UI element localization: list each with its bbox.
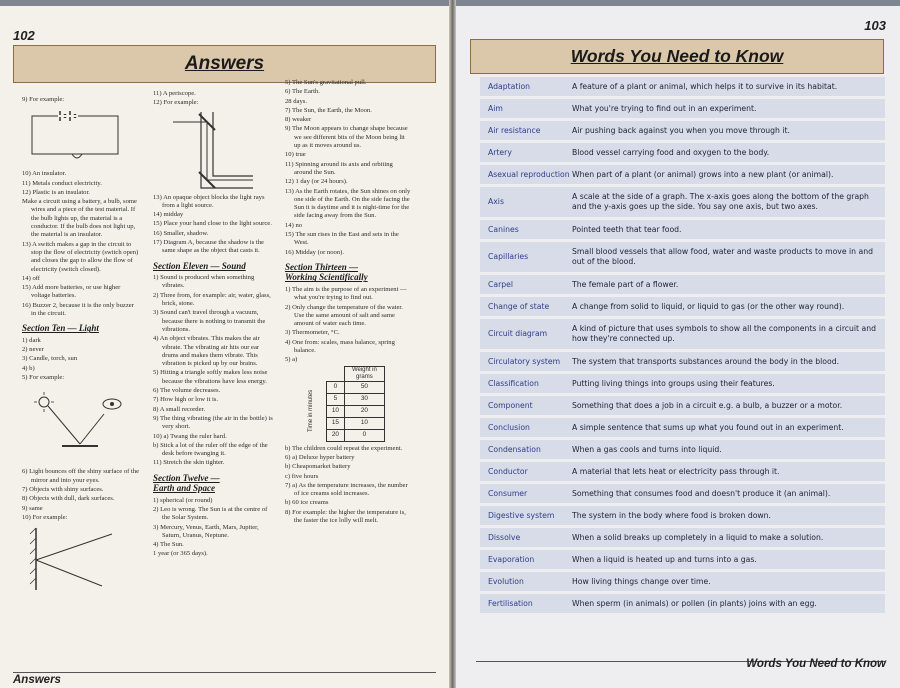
answer-line-8: 16) Buzzer 2, because it is the only buzzer in the circuit.: [22, 301, 134, 318]
answers-column-3: [285, 79, 411, 526]
section-twelve-answer-9: 12) 1 day (or 24 hours).: [285, 178, 348, 186]
glossary-list: [480, 77, 885, 616]
glossary-definition: Something that consumes food and doesn't produce it (an animal).: [572, 488, 831, 498]
glossary-definition: When part of a plant (or animal) grows into a new plant (or animal).: [572, 169, 834, 179]
time-row-header: Time in minutes: [307, 390, 314, 433]
glossary-definition: The system in the body where food is broken down.: [572, 510, 772, 520]
section-eleven-answer-11: b) Stick a lot of the ruler off the edge of the desk before twanging it.: [153, 441, 268, 458]
glossary-term: Consumer: [488, 488, 528, 498]
answer-line-1: 13) An opaque object blocks the light rays from a light source.: [153, 193, 265, 209]
section-eleven-answer-9: 9) The thing vibrating (the air in the bottle) is very short.: [153, 414, 273, 431]
glossary-definition: A kind of picture that uses symbols to show all the components in a circuit and how they're connected up.: [572, 324, 876, 343]
glossary-row: [480, 528, 885, 547]
glossary-term: Conclusion: [488, 422, 530, 432]
section-twelve-answer-10: 13) As the Earth rotates, the Sun shines on only one side of the Earth. On the side facing the Sun it is daytime and it is night-time for the side facing away from the Sun.: [285, 187, 411, 220]
glossary-term: Dissolve: [488, 532, 521, 542]
glossary-row: [480, 352, 885, 371]
section-twelve-answer-1: 1) spherical (or round): [153, 496, 213, 504]
glossary-row: [480, 506, 885, 525]
section-ten-answer-3: 3) Candle, torch, sun: [22, 355, 78, 363]
section-ten-answer-4: 9) same: [22, 504, 43, 512]
weights-table: [295, 366, 385, 442]
page-title: Words You Need to Know: [570, 46, 784, 66]
section-eleven-answer-6: 6) The volume decreases.: [153, 387, 221, 395]
section-thirteen-answer-2: 6) a) Deluxe hyper battery: [285, 453, 355, 461]
glossary-definition: A simple sentence that sums up what you found out in an experiment.: [572, 422, 844, 432]
glossary-term: Carpel: [488, 279, 513, 289]
glossary-row: [480, 220, 885, 239]
section-thirteen-answer-5: 7) a) As the temperature increases, the number of ice creams sold increases.: [285, 481, 408, 498]
glossary-definition: A scale at the side of a graph. The x-axis goes along the bottom of the graph and the y-axis goes up the side. You say one axis, but two axes.: [572, 192, 869, 211]
glossary-row: [480, 418, 885, 437]
glossary-definition: Pointed teeth that tear food.: [572, 224, 682, 234]
section-eleven-answer-12: 11) Stretch the skin tighter.: [153, 459, 225, 467]
section-eleven-answer-5: 5) Hitting a triangle softly makes less noise because the vibrations have less energy.: [153, 369, 268, 385]
glossary-row: [480, 275, 885, 294]
glossary-row: [480, 77, 885, 96]
glossary-term: Component: [488, 400, 533, 410]
table-corner: [295, 366, 326, 381]
glossary-definition: When sperm (in animals) or pollen (in plants) joins with an egg.: [572, 598, 817, 608]
section-ten-answer-5: 10) For example:: [22, 513, 68, 521]
section-twelve-answer-12: 15) The sun rises in the East and sets in the West.: [285, 231, 399, 247]
section-twelve-answer-4: 4) The Sun.: [153, 541, 184, 549]
glossary-definition: Something that does a job in a circuit e.g. a bulb, a buzzer or a motor.: [572, 400, 843, 410]
glossary-definition: The system that transports substances around the body in the blood.: [572, 356, 840, 366]
answer-line-5: 13) A switch makes a gap in the circuit to stop the flow of electricity (switch open) and closes the gap to allow the flow of electricity (switch closed).: [22, 240, 139, 273]
mirror-diagram: [22, 524, 132, 594]
glossary-term: Classification: [488, 378, 539, 388]
left-page: [0, 6, 449, 688]
glossary-row: [480, 396, 885, 415]
glossary-definition: A material that lets heat or electricity pass through it.: [572, 466, 780, 476]
section-thirteen-heading-line-2: Working Scientifically: [285, 272, 368, 283]
section-ten-answer-4: 4) b): [22, 364, 35, 372]
section-ten-answer-1: 1) dark: [22, 336, 41, 344]
section-thirteen-answer-3: 3) Thermometer, °C.: [285, 329, 340, 337]
time-cell: 20: [326, 429, 344, 441]
section-eleven-answer-7: 7) How high or low it is.: [153, 396, 219, 404]
section-twelve-answer-2: 6) The Earth.: [285, 88, 320, 96]
glossary-definition: Small blood vessels that allow food, water and waste products to move in and out of the blood.: [572, 247, 873, 266]
light-reflection-diagram: [22, 384, 132, 466]
glossary-term: Artery: [488, 147, 512, 157]
section-twelve-answer-6: 9) The Moon appears to change shape because we see different bits of the Moon being lit up as it moves around us.: [285, 125, 408, 150]
words-banner: [470, 39, 884, 74]
section-eleven-answer-8: 8) A small recorder.: [153, 405, 206, 413]
glossary-row: [480, 594, 885, 613]
glossary-definition: When a gas cools and turns into liquid.: [572, 444, 722, 454]
time-cell: 10: [326, 405, 344, 417]
section-twelve-answer-13: 16) Midday (or noon).: [285, 248, 344, 256]
weight-cell: 10: [344, 417, 384, 429]
section-eleven-answer-1: 1) Sound is produced when something vibrates.: [153, 274, 255, 290]
glossary-term: Condensation: [488, 444, 541, 454]
section-ten-answer-2: 2) never: [22, 346, 44, 354]
page-number: 103: [864, 18, 886, 33]
answer-line-4: 16) Smaller, shadow.: [153, 229, 209, 237]
answer-line-3: 12) Plastic is an insulator.: [22, 188, 90, 196]
glossary-definition: When a solid breaks up completely in a liquid to make a solution.: [572, 532, 824, 542]
glossary-term: Fertilisation: [488, 598, 533, 608]
glossary-definition: How living things change over time.: [572, 576, 711, 586]
footer-rule: [13, 672, 436, 673]
answers-column-2: [153, 90, 273, 560]
answer-line-1: 10) An insulator.: [22, 170, 67, 178]
answer-line-7: 15) Add more batteries, or use higher voltage batteries.: [22, 284, 121, 300]
section-eleven-answer-10: 10) a) Twang the ruler hard.: [153, 432, 227, 440]
section-twelve-answer-4: 7) The Sun, the Earth, the Moon.: [285, 106, 372, 114]
glossary-term: Change of state: [488, 301, 550, 311]
glossary-definition: Blood vessel carrying food and oxygen to the body.: [572, 147, 770, 157]
section-thirteen-answer-3: b) Cheapomarket battery: [285, 463, 351, 471]
section-eleven-answer-4: 4) An object vibrates. This makes the air vibrate. The vibrating air hits our ear drums and makes them vibrate. This vibration is picked up by our brains.: [153, 335, 260, 368]
section-twelve-answer-3: 28 days.: [285, 97, 307, 105]
glossary-row: [480, 187, 885, 217]
glossary-row: [480, 484, 885, 503]
section-thirteen-answer-4: c) five hours: [285, 472, 319, 480]
glossary-term: Circuit diagram: [488, 329, 548, 339]
answer-line-1: 9) For example:: [22, 96, 65, 103]
weight-cell: 50: [344, 381, 384, 393]
periscope-diagram: [153, 110, 263, 192]
section-twelve-answer-7: 10) true: [285, 151, 306, 159]
section-ten-answer-1: 6) Light bounces off the shiny surface of the mirror and into your eyes.: [22, 468, 140, 484]
glossary-row: [480, 319, 885, 349]
answers-column-1: [22, 96, 140, 596]
section-eleven-answer-3: 3) Sound can't travel through a vacuum, because there is nothing to transmit the vibrations.: [153, 309, 266, 333]
glossary-row: [480, 374, 885, 393]
glossary-term: Evaporation: [488, 554, 535, 564]
section-ten-answer-5: 5) For example:: [22, 374, 65, 382]
glossary-definition: A feature of a plant or animal, which helps it to survive in its habitat.: [572, 81, 838, 91]
answer-line-2: 12) For example:: [153, 99, 199, 107]
table-row: [295, 381, 384, 393]
section-twelve-answer-5: 1 year (or 365 days).: [153, 550, 208, 558]
section-eleven-heading: Section Eleven — Sound: [153, 260, 246, 271]
glossary-definition: A change from solid to liquid, or liquid to gas (or the other way round).: [572, 301, 845, 311]
time-cell: 15: [326, 417, 344, 429]
page-footer: Words You Need to Know: [746, 658, 886, 670]
section-thirteen-answer-7: 8) For example: the higher the temperature is, the faster the ice lolly will melt.: [285, 508, 406, 524]
glossary-definition: What you're trying to find out in an experiment.: [572, 103, 757, 113]
glossary-term: Adaptation: [488, 81, 531, 91]
section-twelve-answer-11: 14) no: [285, 221, 303, 229]
glossary-row: [480, 121, 885, 140]
section-ten-answer-3: 8) Objects with dull, dark surfaces.: [22, 495, 115, 503]
answer-line-2: 14) midday: [153, 211, 184, 219]
section-twelve-answer-8: 11) Spinning around its axis and orbiting around the Sun.: [285, 160, 393, 176]
section-twelve-heading-line-1: Section Twelve —: [153, 472, 220, 483]
glossary-definition: The female part of a flower.: [572, 279, 679, 289]
table-corner: [326, 366, 344, 381]
glossary-term: Evolution: [488, 576, 524, 586]
section-thirteen-answer-2: 2) Only change the temperature of the water. Use the same amount of salt and same amount of water each time.: [285, 303, 403, 328]
answer-line-5: 17) Diagram A, because the shadow is the same shape as the object that casts it.: [153, 239, 264, 255]
page-footer: Answers: [13, 674, 61, 686]
answer-line-4: Make a circuit using a battery, a bulb, some wires and a piece of the test material. If the bulb lights up, the material is a conductor. If the bulb does not light up, the material is an insulator.: [22, 198, 137, 239]
glossary-row: [480, 297, 885, 316]
glossary-term: Conductor: [488, 466, 528, 476]
answer-line-2: 11) Metals conduct electricity.: [22, 179, 102, 187]
glossary-term: Air resistance: [488, 125, 541, 135]
glossary-row: [480, 242, 885, 272]
glossary-term: Canines: [488, 224, 519, 234]
time-cell: 0: [326, 381, 344, 393]
answers-banner: [13, 45, 436, 83]
right-page: [456, 6, 900, 688]
section-twelve-answer-2: 2) Leo is wrong. The Sun is at the centre of the Solar System.: [153, 506, 268, 522]
glossary-row: [480, 143, 885, 162]
glossary-definition: Putting living things into groups using their features.: [572, 378, 775, 388]
glossary-term: Aim: [488, 103, 503, 113]
section-thirteen-answer-1: 1) The aim is the purpose of an experiment — what you're trying to find out.: [285, 285, 407, 302]
weight-cell: 20: [344, 405, 384, 417]
weight-column-header: Weight in grams: [344, 366, 384, 381]
glossary-term: Digestive system: [488, 510, 555, 520]
section-thirteen-answer-5: 5) a): [285, 356, 298, 364]
section-twelve-answer-5: 8) weaker: [285, 116, 312, 124]
section-twelve-heading-line-2: Earth and Space: [153, 483, 216, 494]
section-ten-heading: Section Ten — Light: [22, 323, 99, 334]
section-ten-answer-2: 7) Objects with shiny surfaces.: [22, 485, 104, 493]
glossary-term: Asexual reproduction: [488, 169, 570, 179]
section-twelve-answer-3: 3) Mercury, Venus, Earth, Mars, Jupiter, Saturn, Uranus, Neptune.: [153, 523, 259, 539]
glossary-row: [480, 462, 885, 481]
weight-cell: 30: [344, 393, 384, 405]
answer-line-1: 11) A periscope.: [153, 90, 196, 97]
glossary-row: [480, 165, 885, 184]
glossary-row: [480, 440, 885, 459]
glossary-term: Axis: [488, 197, 504, 207]
section-twelve-answer-1: 5) The Sun's gravitational pull.: [285, 79, 367, 86]
glossary-term: Circulatory system: [488, 356, 561, 366]
page-number: 102: [13, 28, 35, 43]
glossary-row: [480, 550, 885, 569]
book-spine: [449, 0, 456, 688]
glossary-definition: When a liquid is heated up and turns into a gas.: [572, 554, 757, 564]
section-eleven-answer-2: 2) Three from, for example: air, water, glass, brick, stone.: [153, 291, 271, 308]
section-thirteen-answer-6: b) 60 ice creams: [285, 499, 329, 507]
glossary-row: [480, 572, 885, 591]
weight-cell: 0: [344, 429, 384, 441]
glossary-definition: Air pushing back against you when you move through it.: [572, 125, 790, 135]
answer-line-6: 14) off: [22, 274, 41, 282]
answer-line-3: 15) Place your hand close to the light source.: [153, 220, 272, 228]
section-thirteen-answer-1: b) The children could repeat the experiment.: [285, 444, 403, 452]
glossary-row: [480, 99, 885, 118]
time-cell: 5: [326, 393, 344, 405]
section-thirteen-heading-line-1: Section Thirteen —: [285, 261, 359, 272]
glossary-term: Capillaries: [488, 252, 529, 262]
section-thirteen-answer-4: 4) One from: scales, mass balance, spring balance.: [285, 338, 395, 355]
circuit-diagram: [22, 106, 132, 168]
page-title: Answers: [184, 53, 265, 74]
